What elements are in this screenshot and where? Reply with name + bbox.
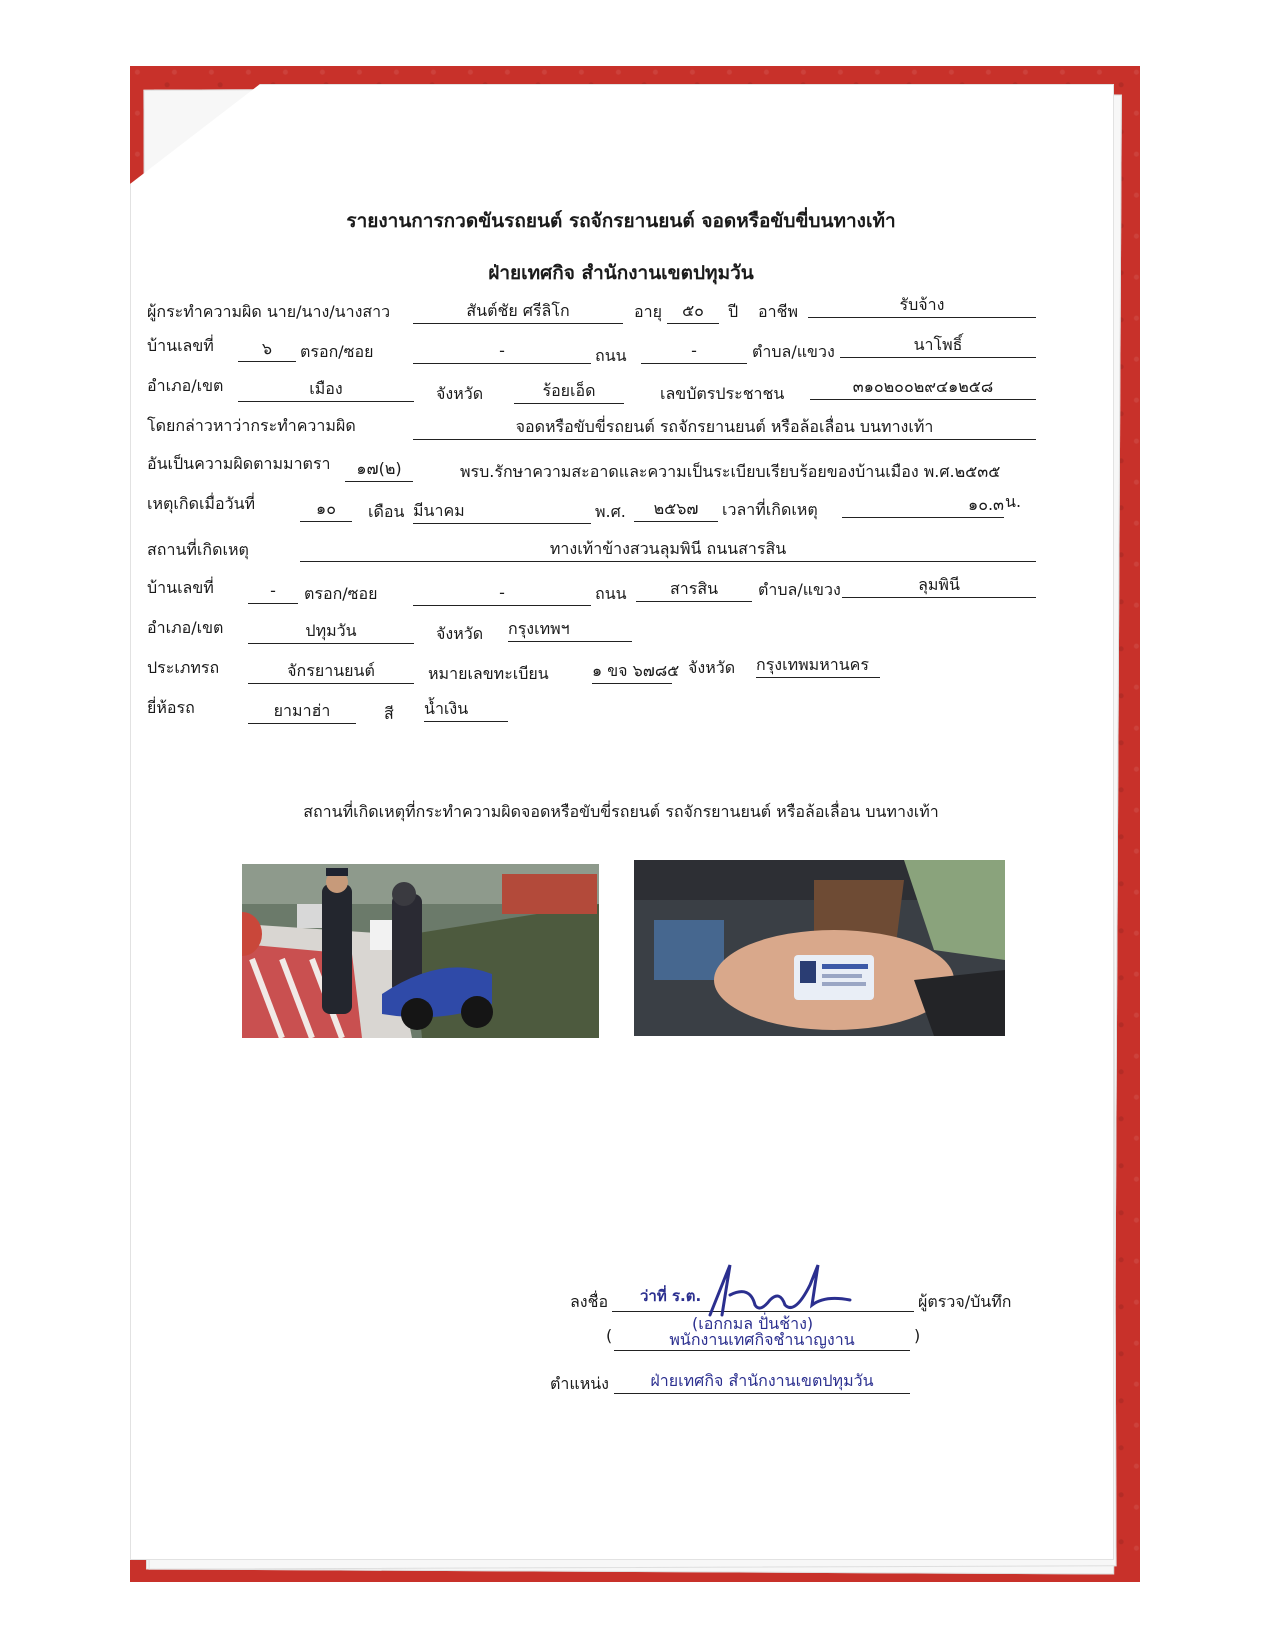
location-subdistrict: ลุมพินี: [842, 574, 1036, 598]
id-card-label: เลขบัตรประชาชน: [660, 384, 785, 403]
signer-position: ฝ่ายเทศกิจ สำนักงานเขตปทุมวัน: [614, 1370, 910, 1394]
incident-day: ๑๐: [300, 498, 352, 522]
alley-label: ตรอก/ซอย: [300, 342, 374, 361]
offender-occupation: รับจ้าง: [808, 294, 1036, 318]
offender-name-label: ผู้กระทำความผิด นาย/นาง/นางสาว: [147, 302, 391, 321]
color-label: สี: [384, 704, 394, 723]
location-province: กรุงเทพฯ: [508, 618, 632, 642]
signer-rank: พนักงานเทศกิจชำนาญงาน: [614, 1332, 910, 1351]
be-label: พ.ศ.: [595, 502, 626, 521]
incident-year: ๒๕๖๗: [634, 498, 718, 522]
location-district: ปทุมวัน: [248, 620, 414, 644]
date-label: เหตุเกิดเมื่อวันที่: [147, 494, 256, 513]
vehicle-color: น้ำเงิน: [424, 698, 508, 722]
month-label: เดือน: [368, 502, 405, 521]
vehicle-type: จักรยานยนต์: [248, 660, 414, 684]
incident-place: ทางเท้าข้างสวนลุมพินี ถนนสารสิน: [300, 538, 1036, 562]
age-label: อายุ: [634, 302, 662, 321]
position-label: ตำแหน่ง: [550, 1374, 609, 1393]
offender-district: เมือง: [238, 378, 414, 402]
offender-alley: -: [413, 340, 591, 364]
officer-with-motorcycle-photo: [242, 864, 599, 1038]
location-alley-label: ตรอก/ซอย: [304, 584, 378, 603]
close-paren: ): [914, 1326, 921, 1345]
incident-time: ๑๐.๓: [842, 494, 1004, 518]
rank-stamp: ว่าที่ ร.ต.: [640, 1287, 702, 1305]
photos-caption: สถานที่เกิดเหตุที่กระทำความผิดจอดหรือขับขี่รถยนต์ รถจักรยานยนต์ หรือล้อเลื่อน บนทางเท้า: [303, 802, 939, 821]
time-label: เวลาที่เกิดเหตุ: [722, 500, 818, 519]
offender-province: ร้อยเอ็ด: [514, 380, 624, 404]
incident-month: มีนาคม: [413, 500, 591, 524]
subdistrict-label: ตำบล/แขวง: [752, 342, 835, 361]
location-district-label: อำเภอ/เขต: [147, 618, 224, 637]
role-label: ผู้ตรวจ/บันทึก: [918, 1292, 1012, 1311]
vehicle-brand: ยามาฮ่า: [248, 700, 356, 724]
id-card-number: ๓๑๐๒๐๐๒๙๔๑๒๕๘: [810, 376, 1036, 400]
year-label: ปี: [728, 302, 739, 321]
section-label: อันเป็นความผิดตามมาตรา: [147, 454, 331, 473]
occupation-label: อาชีพ: [758, 302, 798, 321]
act-name: พรบ.รักษาความสะอาดและความเป็นระเบียบเรียบร้อยของบ้านเมือง พ.ศ.๒๕๓๕: [460, 462, 1001, 481]
house-no: ๖: [238, 338, 296, 362]
section-number: ๑๗(๒): [345, 458, 413, 482]
plate-province: กรุงเทพมหานคร: [756, 654, 880, 678]
signer-name: (เอกกมล ปั่นช้าง): [692, 1314, 814, 1333]
document-subtitle: ฝ่ายเทศกิจ สำนักงานเขตปทุมวัน: [488, 262, 754, 284]
district-label: อำเภอ/เขต: [147, 376, 224, 395]
offender-road: -: [641, 340, 747, 364]
location-road-label: ถนน: [595, 584, 627, 603]
house-no-label: บ้านเลขที่: [147, 336, 214, 355]
sign-label: ลงชื่อ: [570, 1292, 609, 1311]
location-subdistrict-label: ตำบล/แขวง: [758, 580, 841, 599]
location-province-label: จังหวัด: [436, 624, 484, 643]
place-label: สถานที่เกิดเหตุ: [147, 540, 249, 559]
offender-subdistrict: นาโพธิ์: [840, 334, 1036, 358]
time-suffix: น.: [1005, 492, 1022, 511]
accused-offense: จอดหรือขับขี่รถยนต์ รถจักรยานยนต์ หรือล้อเลื่อน บนทางเท้า: [413, 416, 1036, 440]
location-house-label: บ้านเลขที่: [147, 578, 214, 597]
plate-number: ๑ ขจ ๖๗๘๕: [592, 660, 672, 684]
vehicle-type-label: ประเภทรถ: [147, 658, 220, 677]
road-label: ถนน: [595, 346, 627, 365]
open-paren: (: [606, 1326, 613, 1345]
location-house-no: -: [248, 580, 298, 604]
location-road: สารสิน: [636, 578, 752, 602]
plate-label: หมายเลขทะเบียน: [428, 664, 549, 683]
offender-name: สันต์ชัย ศรีลิโก: [413, 300, 623, 324]
accused-label: โดยกล่าวหาว่ากระทำความผิด: [147, 416, 356, 435]
offender-age: ๕๐: [667, 300, 719, 324]
plate-province-label: จังหวัด: [688, 658, 736, 677]
location-alley: -: [413, 582, 591, 606]
province-label: จังหวัด: [436, 384, 484, 403]
id-card-photo: [634, 860, 1005, 1036]
document-title: รายงานการกวดขันรถยนต์ รถจักรยานยนต์ จอดหรือขับขี่บนทางเท้า: [346, 210, 896, 232]
brand-label: ยี่ห้อรถ: [147, 698, 195, 717]
